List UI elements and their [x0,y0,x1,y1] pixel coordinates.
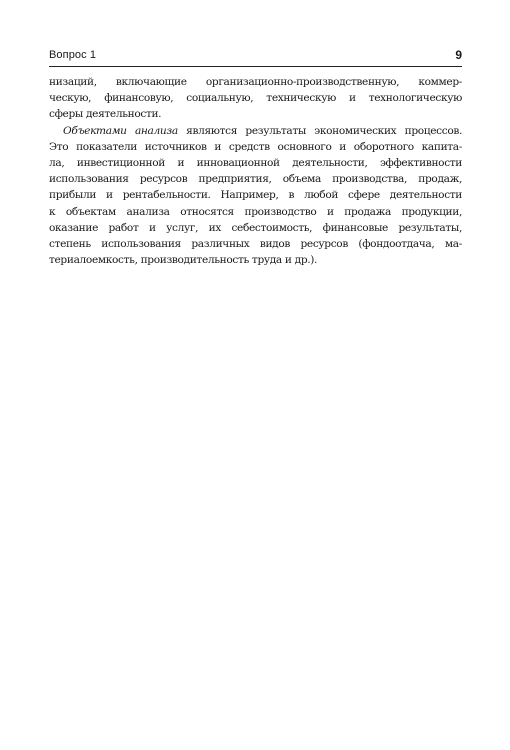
text-line: низаций, включающие организационно-производственную, коммер- [49,76,462,88]
text-line: ческую, финансовую, социальную, техническую и технологическую [49,92,462,105]
page-header [49,44,462,67]
text-line: териалоемкость, производительность труда и др.). [49,254,318,267]
running-head: Вопрос 1 [49,49,97,61]
text-line [49,123,462,139]
text-line: степень использования различных видов ресурсов (фондоотдача, ма- [49,238,462,251]
text-line: ла, инвестиционной и инновационной деятельности, эффективности [49,157,462,170]
paragraph-2 [49,123,462,269]
text-line: использования ресурсов предприятия, объема производства, продаж, [49,173,462,186]
paragraph-1 [49,74,462,123]
body-text [49,74,462,268]
text-line: оказание работ и услуг, их себестоимость, финансовые результаты, [49,221,462,234]
italic-term: Объектами анализа [63,124,178,137]
text-line: прибыли и рентабельности. Например, в любой сфере деятельности [49,189,462,202]
text-line: Это показатели источников и средств основного и оборотного капита- [49,140,462,153]
text-run: являются результаты экономических процессов. [177,124,463,137]
text-line: к объектам анализа относятся производство и продажа продукции, [49,205,462,218]
page-number: 9 [455,48,462,62]
text-line: сферы деятельности. [49,108,162,121]
